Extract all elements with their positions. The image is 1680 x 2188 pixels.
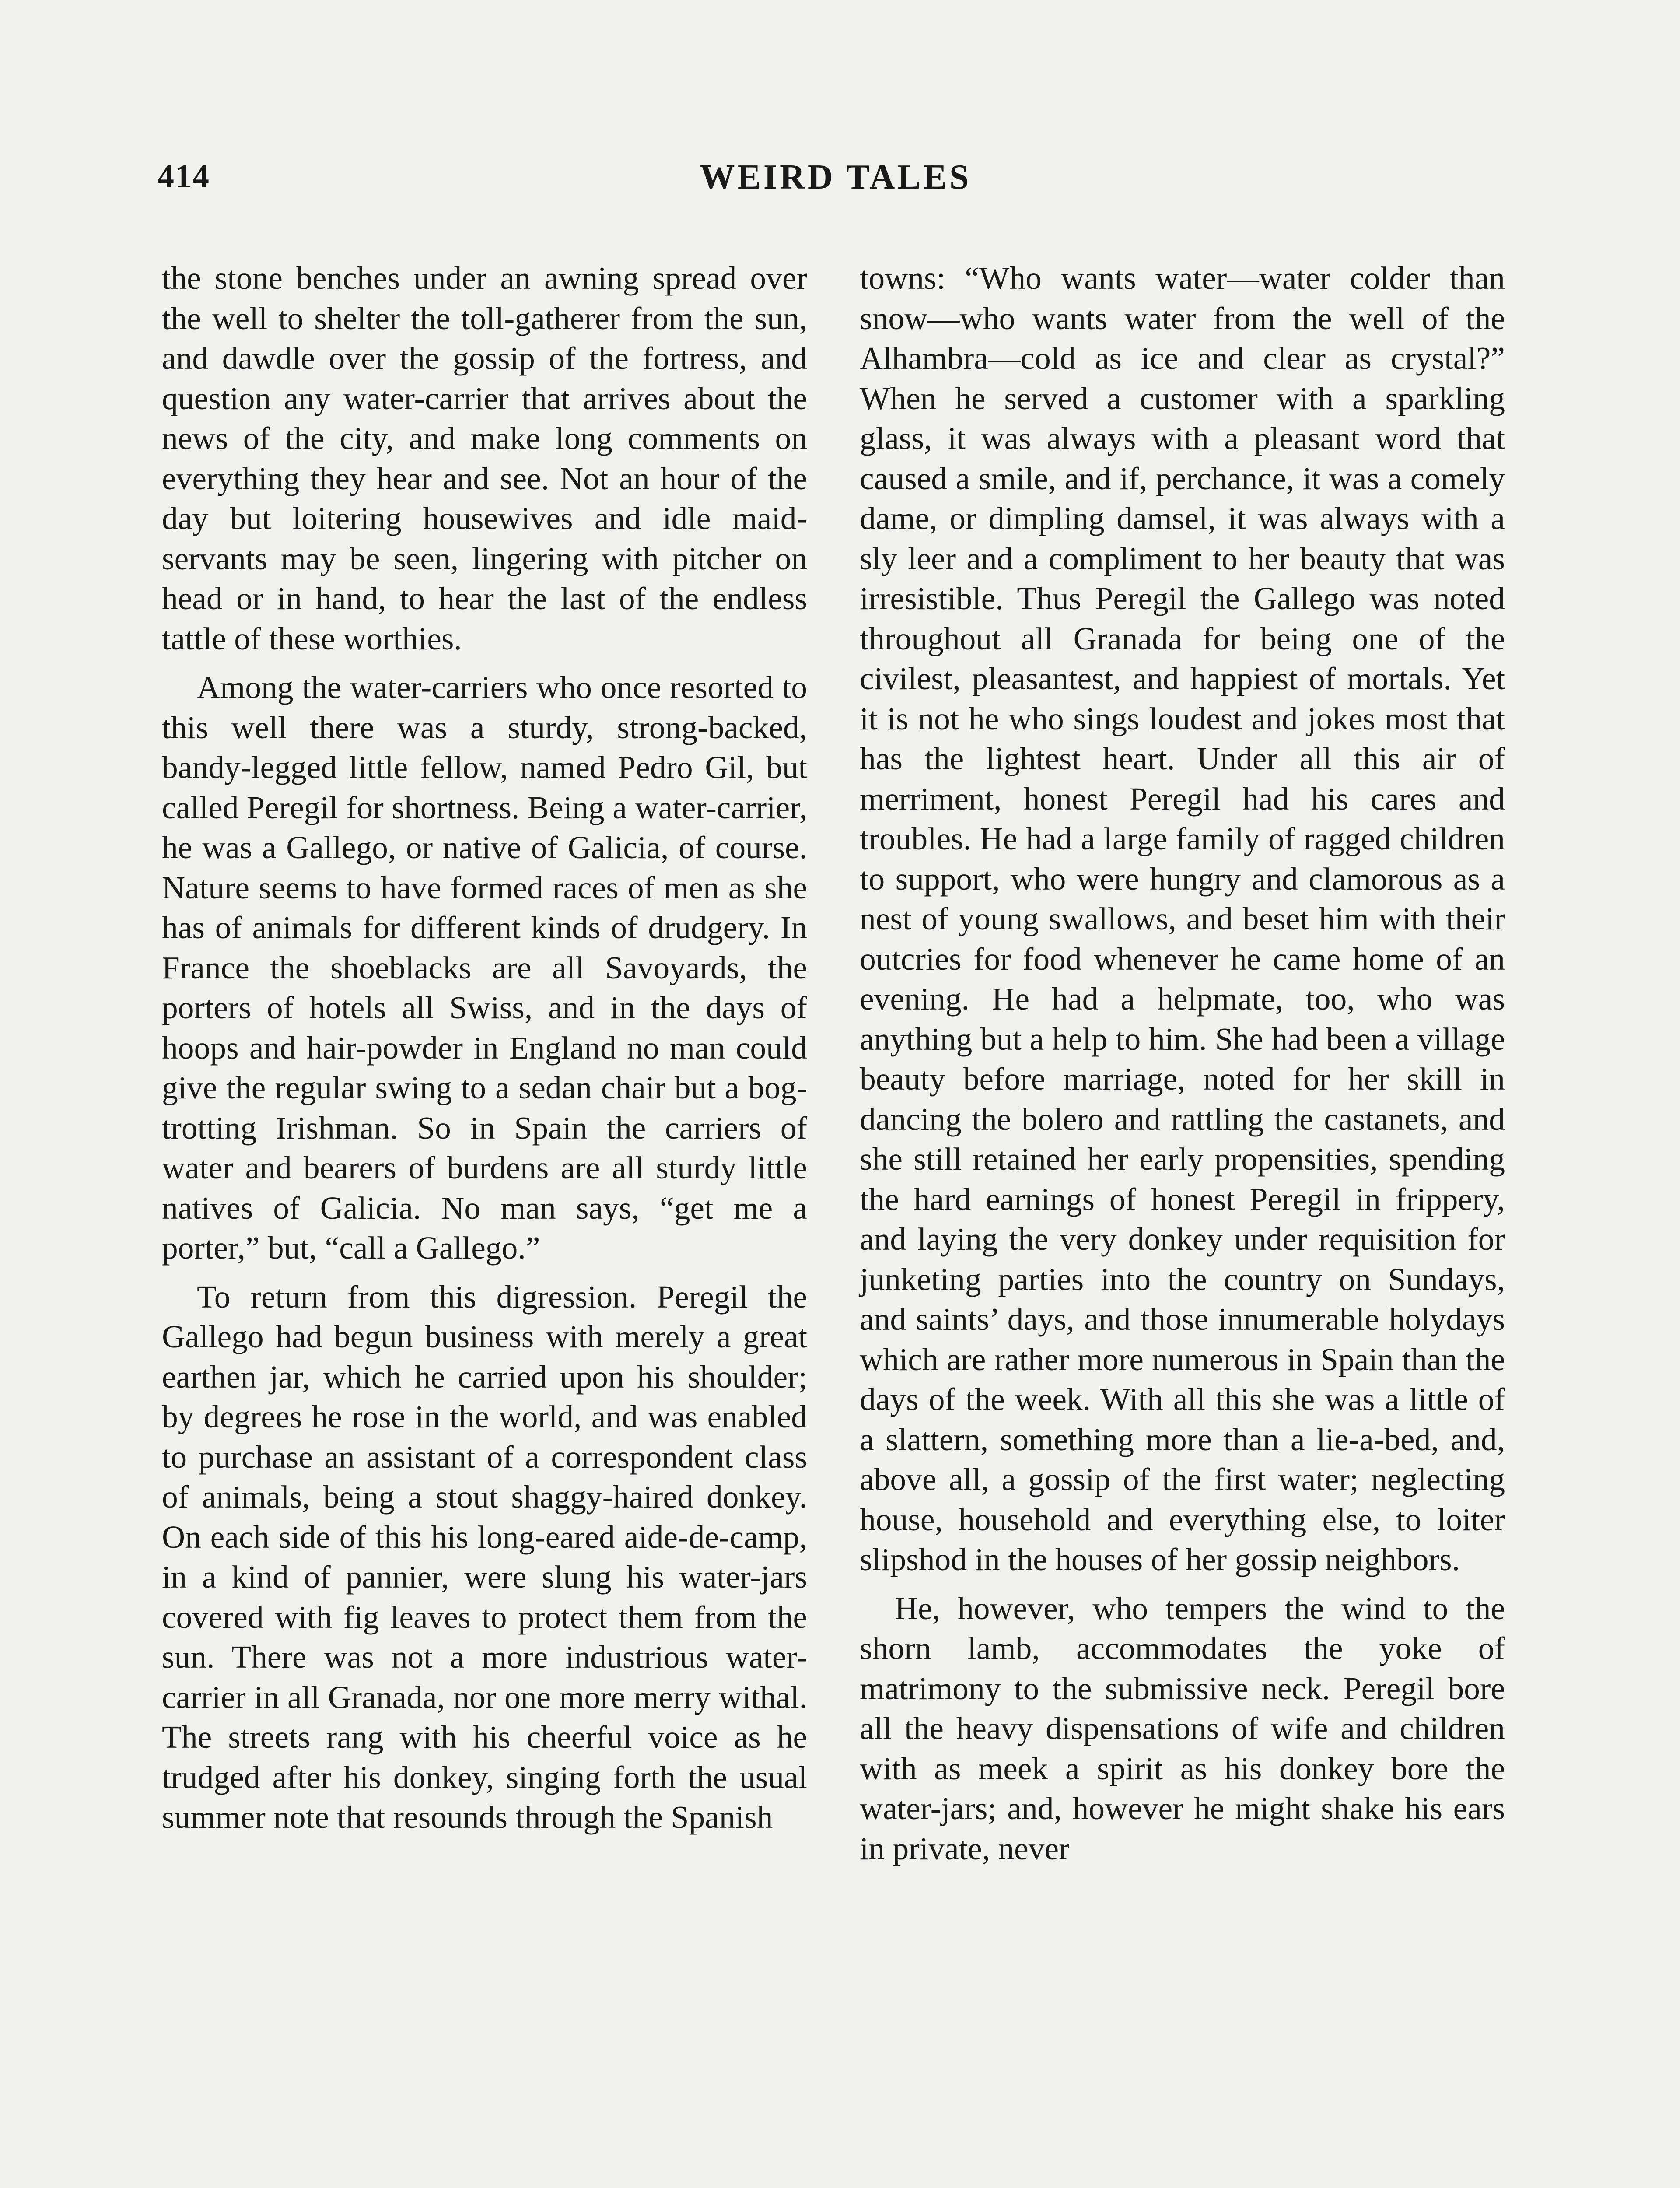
left-column (162, 258, 807, 1846)
right-paragraph-2: He, however, who tempers the wind to the shorn lamb, accommodates the yoke of matrimony to the submissive neck. Peregil bore all the heavy dispensations of wife and children with as meek a spirit as his donkey bore the water-jars; and, however he might shake his ears in private, never (860, 1590, 1505, 1866)
page-number: 414 (158, 158, 210, 195)
running-title: WEIRD TALES (700, 158, 972, 196)
left-paragraph-1: the stone benches under an awning spread over the well to shelter the toll-gatherer from the sun, and dawdle over the gossip of the fortress, and question any water-carrier that arrives about the news of the city, and make long comments on everything they hear and see. Not an hour of the day but loitering housewives and idle maid-servants may be seen, lingering with pitcher on head or in hand, to hear the last of the endless tattle of these worthies. (162, 260, 807, 656)
left-paragraph-2: Among the water-carriers who once resorted to this well there was a sturdy, strong-backed, bandy-legged little fellow, named Pedro Gil, but called Peregil for shortness. Being a water-carrier, he was a Gallego, or native of Galicia, of course. Nature seems to have formed races of men as she has of animals for different kinds of drudgery. In France the shoeblacks are all Savoyards, the porters of hotels all Swiss, and in the days of hoops and hair-powder in England no man could give the regular swing to a sedan chair but a bog-trotting Irishman. So in Spain the carriers of water and bearers of burdens are all sturdy little natives of Galicia. No man says, “get me a porter,” but, “call a Gallego.” (162, 670, 807, 1266)
right-paragraph-1: towns: “Who wants water—water colder than snow—who wants water from the well of the Alhambra—cold as ice and clear as crystal?” When he served a customer with a sparkling glass, it was always with a pleasant word that caused a smile, and if, perchance, it was a comely dame, or dimpling damsel, it was always with a sly leer and a compliment to her beauty that was irresistible. Thus Peregil the Gallego was noted throughout all Granada for being one of the civilest, pleasantest, and happiest of mortals. Yet it is not he who sings loudest and jokes most that has the lightest heart. Under all this air of merriment, honest Peregil had his cares and troubles. He had a large family of ragged children to support, who were hungry and clamorous as a nest of young swallows, and beset him with their outcries for food whenever he came home of an evening. He had a helpmate, too, who was anything but a help to him. She had been a village beauty before marriage, noted for her skill in dancing the bolero and rattling the castanets, and she still retained her early propensities, spending the hard earnings of honest Peregil in frippery, and laying the very donkey under requisition for junketing parties into the country on Sundays, and saints’ days, and those innumerable holydays which are rather more numerous in Spain than the days of the week. With all this she was a little of a slattern, something more than a lie-a-bed, and, above all, a gossip of the first water; neglecting house, household and everything else, to loiter slipshod in the houses of her gossip neighbors. (860, 260, 1505, 1577)
left-paragraph-3: To return from this digression. Peregil the Gallego had begun business with merely a great earthen jar, which he carried upon his shoulder; by degrees he rose in the world, and was enabled to purchase an assistant of a correspondent class of animals, being a stout shaggy-haired donkey. On each side of this his long-eared aide-de-camp, in a kind of pannier, were slung his water-jars covered with fig leaves to protect them from the sun. There was not a more industrious water-carrier in all Granada, nor one more merry withal. The streets rang with his cheerful voice as he trudged after his donkey, singing forth the usual summer note that resounds through the Spanish (162, 1279, 807, 1835)
page-header (158, 158, 1514, 206)
right-column (860, 258, 1505, 1877)
